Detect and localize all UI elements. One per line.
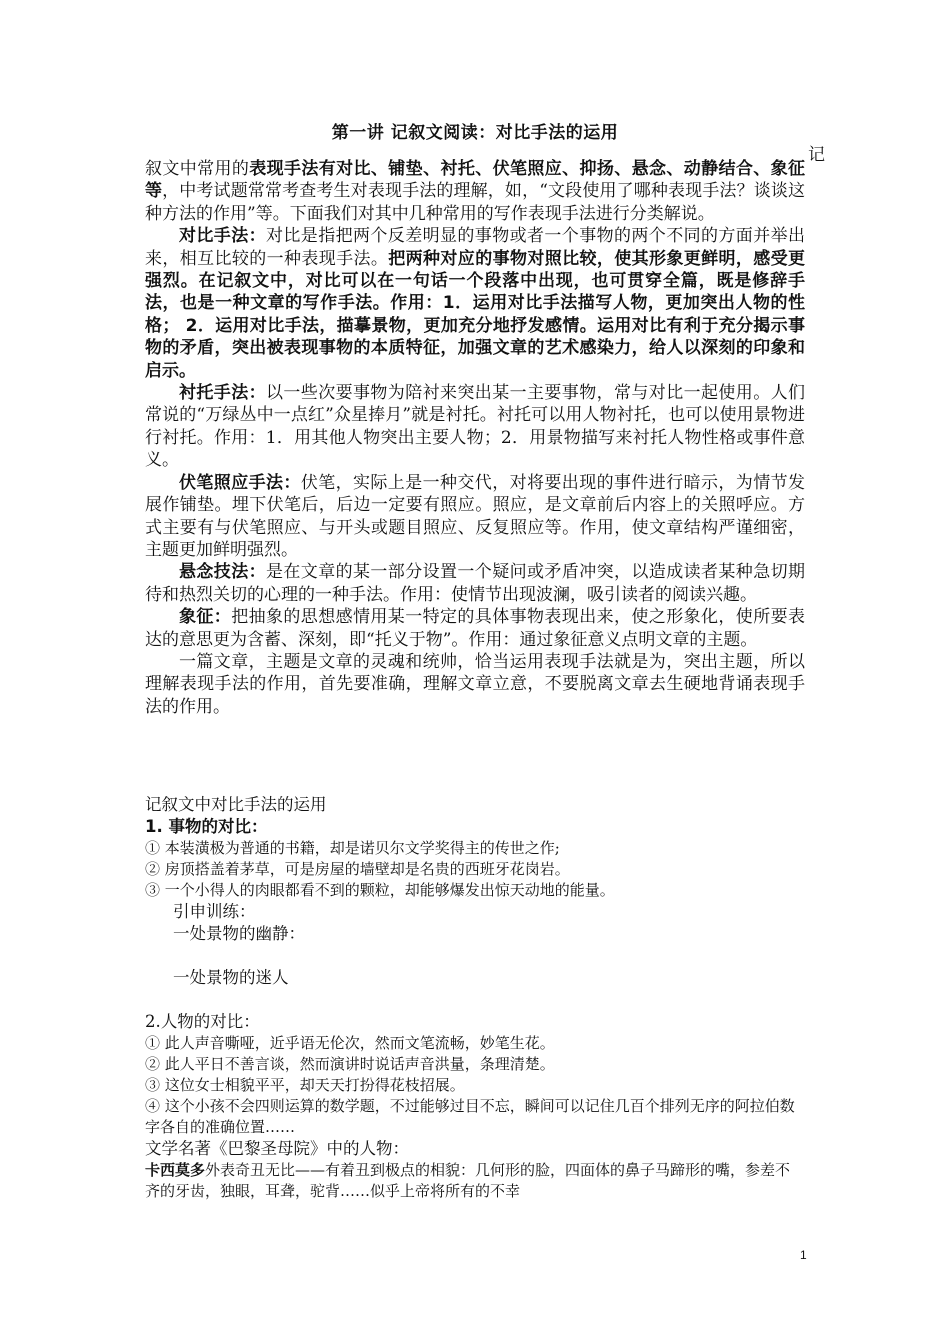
page-number: 1 [800,1248,807,1262]
character-name: 卡西莫多 [145,1161,206,1179]
page-title: 第一讲 记叙文阅读：对比手法的运用 [331,123,619,143]
foreshadow-paragraph [145,472,805,562]
suspense-label: 悬念技法： [179,562,266,583]
list-item: ④ 这个小孩不会四则运算的数学题，不过能够过目不忘，瞬间可以记住几百个排列无序的阿拉伯数字各自的准确位置…… [145,1097,795,1136]
intro-text-1: 叙文中常用的 [145,159,250,179]
foil-text: 以一些次要事物为陪衬来突出某一主要事物，常与对比一起使用。人们常说的“万绿丛中一点红”众星捧月”就是衬托。衬托可以用人物衬托，也可以使用景物进行衬托。作用：1．用其他人物突出主要人物；2．用景物描写来衬托人物性格或事件意义。 [145,383,805,471]
main-text [145,158,805,718]
section-heading: 记叙文中对比手法的运用 [145,795,327,814]
contrast-paragraph [145,225,805,382]
intro-text-2: ，中考试题常常考查考生对表现手法的理解，如，“文段使用了哪种表现手法？谈谈这种方法的作用”等。下面我们对其中几种常用的写作表现手法进行分类解说。 [145,181,805,224]
suspense-text: 是在文章的某一部分设置一个疑问或矛盾冲突，以造成读者某种急切期待和热烈关切的心理的一种手法。作用：使情节出现波澜，吸引读者的阅读兴趣。 [145,562,805,605]
suspense-paragraph [145,561,805,606]
list-item: ③ 这位女士相貌平平，却天天打扮得花枝招展。 [145,1076,465,1094]
list-item: ③ 一个小得人的肉眼都看不到的颗粒，却能够爆发出惊天动地的能量。 [145,881,615,899]
symbol-paragraph [145,606,805,651]
intro-bold: 表现手法有对比、铺垫、衬托、伏笔照应、抑扬、悬念、动静结合、象征等 [145,159,806,202]
contrast-text: 对比是指把两个反差明显的事物或者一个事物的两个不同的方面并举出来，相互比较的一种表现手法。 [145,226,805,269]
symbol-text: 把抽象的思想感情用某一特定的具体事物表现出来，使之形象化，使所要表达的意思更为含蓄、深刻，即“托义于物”。作用：通过象征意义点明文章的主题。 [145,607,806,650]
training-item: 一处景物的幽静： [173,924,305,943]
list-item: ① 此人声音嘶哑，近乎语无伦次，然而文笔流畅，妙笔生花。 [145,1034,555,1052]
subheading-object-contrast: 1. 事物的对比： [145,817,268,836]
foil-paragraph [145,382,805,472]
contrast-usage-section [145,794,805,1202]
subheading-person-contrast: 2.人物的对比： [145,1012,260,1031]
symbol-label: 象征： [179,607,232,628]
list-item: ② 房顶搭盖着茅草，可是房屋的墙壁却是名贵的西班牙花岗岩。 [145,860,570,878]
list-item: ① 本装潢极为普通的书籍，却是诺贝尔文学奖得主的传世之作; [145,839,560,857]
list-item: ② 此人平日不善言谈，然而演讲时说话声音洪量，条理清楚。 [145,1055,555,1073]
training-label: 引申训练： [173,902,256,921]
contrast-label: 对比手法： [179,226,266,247]
character-description [145,1160,805,1202]
closing-paragraph: 一篇文章，主题是文章的灵魂和统帅，恰当运用表现手法就是为，突出主题，所以理解表现手法的作用，首先要准确，理解文章立意，不要脱离文章去生硬地背诵表现手法的作用。 [145,651,805,717]
contrast-bold: 把两种对应的事物对照比较，使其形象更鲜明，感受更强烈。在记叙文中，对比可以在一句话一个段落中出现，也可贯穿全篇，既是修辞手法，也是一种文章的写作手法。作用：1．运用对比手法描写人物，更加突出人物的性格； 2．运用对比手法，描摹景物，更加充分地抒发感情。运用对比有利于充分揭示事物的矛盾，突出被表现事物的本质特征，加强文章的艺术感染力，给人以深刻的印象和启示。 [145,248,805,381]
novel-line: 文学名著《巴黎圣母院》中的人物： [145,1139,409,1158]
foreshadow-label: 伏笔照应手法： [179,472,301,493]
margin-character: 记 [808,145,825,165]
character-text: 外表奇丑无比——有着丑到极点的相貌：几何形的脸，四面体的鼻子马蹄形的嘴，参差不齐的牙齿，独眼，耳聋，驼背……似乎上帝将所有的不幸 [145,1161,791,1200]
foil-label: 衬托手法： [179,383,266,404]
training-item: 一处景物的迷人 [173,968,289,987]
foreshadow-text: 伏笔，实际上是一种交代，对将要出现的事件进行暗示，为情节发展作铺垫。埋下伏笔后，后边一定要有照应。照应，是文章前后内容上的关照呼应。方式主要有与伏笔照应、与开头或题目照应、反复照应等。作用，使文章结构严谨细密，主题更加鲜明强烈。 [145,472,806,560]
intro-paragraph [145,158,805,225]
